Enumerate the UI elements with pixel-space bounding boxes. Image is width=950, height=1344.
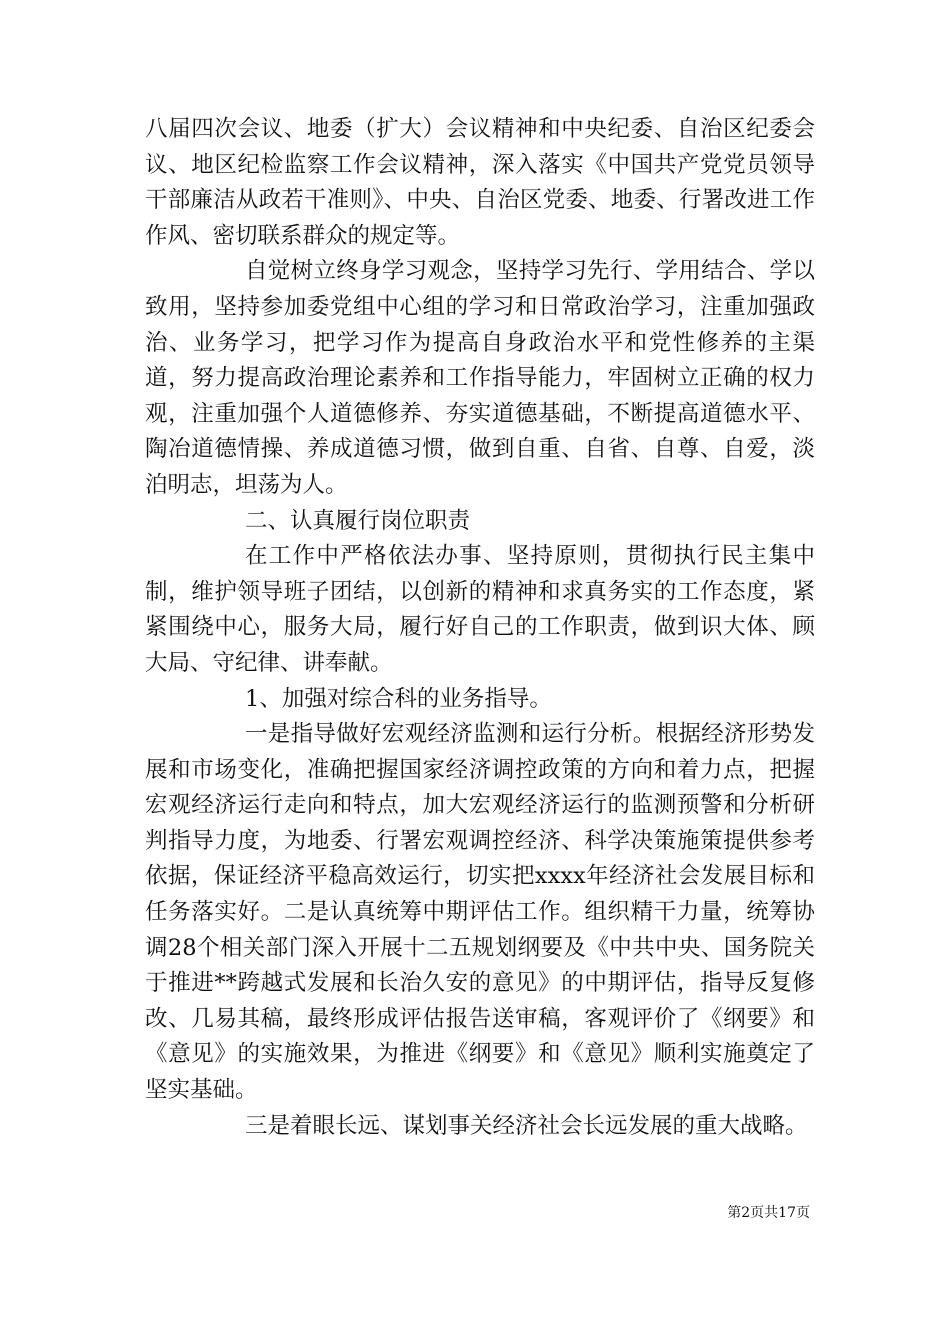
document-body — [145, 112, 815, 1144]
paragraph-long-term-strategy: 三是着眼长远、谋划事关经济社会长远发展的重大战略。 — [245, 1112, 808, 1139]
subheading-business-guidance: 1、加强对综合科的业务指导。 — [245, 685, 552, 712]
paragraph-lifelong-learning: 自觉树立终身学习观念，坚持学习先行、学用结合、学以致用，坚持参加委党组中心组的学习和日常政治学习，注重加强政治、业务学习，把学习作为提高自身政治水平和党性修养的主渠道，努力提高政治理论素养和工作指导能力，牢固树立正确的权力观，注重加强个人道德修养、夯实道德基础，不断提高道德水平、陶冶道德情操、养成道德习惯，做到自重、自省、自尊、自爱，淡泊明志，坦荡为人。 — [145, 258, 815, 498]
paragraph-continuation: 八届四次会议、地委（扩大）会议精神和中央纪委、自治区纪委会议、地区纪检监察工作会议精神，深入落实《中国共产党党员领导干部廉洁从政若干准则》、中央、自治区党委、地委、行署改进工作作风、密切联系群众的规定等。 — [145, 116, 815, 249]
page-number: 第2页共17页 — [727, 1205, 810, 1221]
paragraph-work-principles: 在工作中严格依法办事、坚持原则，贯彻执行民主集中制，维护领导班子团结，以创新的精神和求真务实的工作态度，紧紧围绕中心，服务大局，履行好自己的工作职责，做到识大体、顾大局、守纪律、讲奉献。 — [145, 543, 815, 676]
paragraph-economic-monitoring: 一是指导做好宏观经济监测和运行分析。根据经济形势发展和市场变化，准确把握国家经济调控政策的方向和着力点，把握宏观经济运行走向和特点，加大宏观经济运行的监测预警和分析研判指导力度，为地委、行署宏观调控经济、科学决策施策提供参考依据，保证经济平稳高效运行，切实把xxxx年经济社会发展目标和任务落实好。二是认真统筹中期评估工作。组织精干力量，统筹协调28个相关部门深入开展十二五规划纲要及《中共中央、国务院关于推进**跨越式发展和长治久安的意见》的中期评估，指导反复修改、几易其稿，最终形成评估报告送审稿，客观评价了《纲要》和《意见》的实施效果，为推进《纲要》和《意见》顺利实施奠定了坚实基础。 — [145, 721, 815, 1104]
section-heading-duties: 二、认真履行岗位职责 — [245, 507, 471, 534]
